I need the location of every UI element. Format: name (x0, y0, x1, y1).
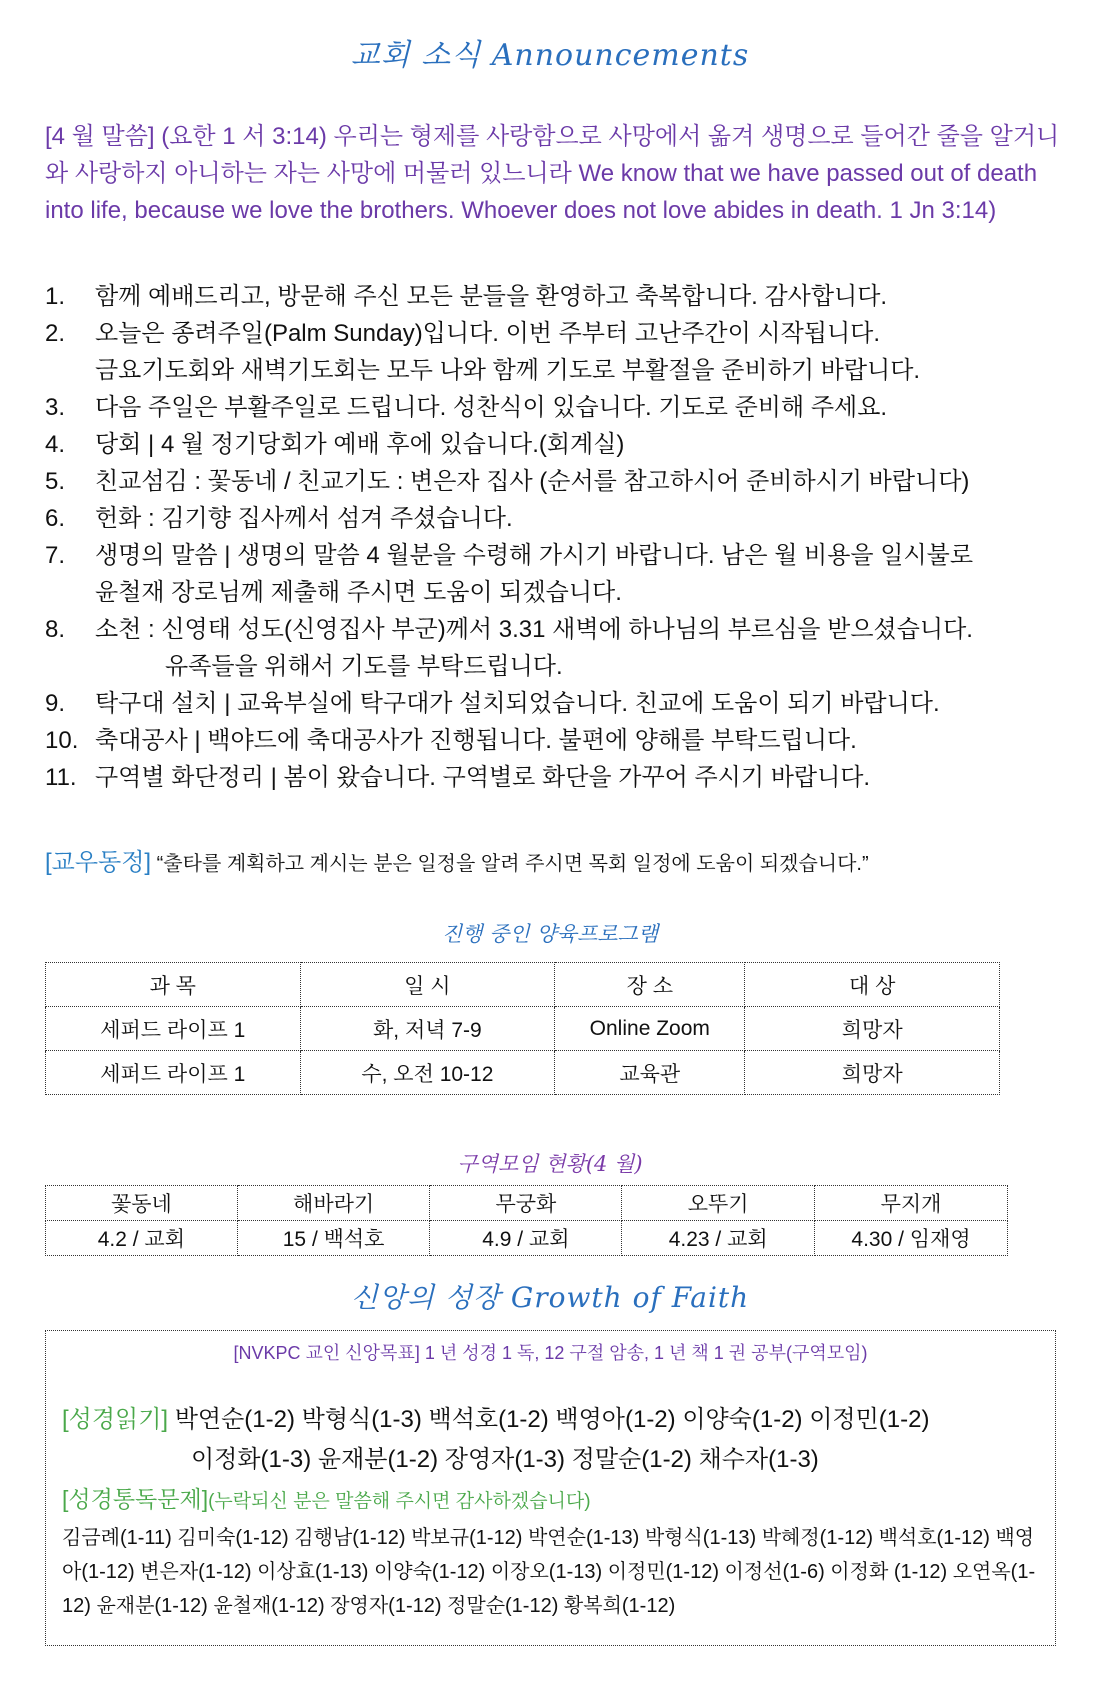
list-item: 4. 당회 | 4 월 정기당회가 예배 후에 있습니다.(회계실) (45, 431, 625, 458)
member-news-text: “출타를 계획하고 계시는 분은 일정을 알려 주시면 목회 일정에 도움이 되겠습니다.” (156, 853, 869, 875)
member-news-tag: [교우동정] (45, 849, 152, 876)
faith-title: 신앙의 성장 Growth of Faith (350, 1281, 750, 1314)
list-item: 8. 소천 : 신영태 성도(신영집사 부군)께서 3.31 새벽에 하나님의 부르심을 받으셨습니다. (45, 616, 973, 643)
program-table (45, 962, 1000, 1095)
list-item: 2. 오늘은 종려주일(Palm Sunday)입니다. 이번 주부터 고난주간이 시작됩니다. (45, 320, 881, 347)
table-header: 무궁화 (430, 1186, 622, 1221)
table-cell: 4.2 / 교회 (46, 1221, 238, 1256)
list-item-continuation: 유족들을 위해서 기도를 부탁드립니다. (165, 653, 563, 680)
table-cell: 수, 오전 10-12 (300, 1051, 555, 1095)
table-header: 해바라기 (237, 1186, 430, 1221)
bible-quiz-tag: [성경통독문제] (62, 1486, 209, 1512)
table-cell: Online Zoom (555, 1007, 745, 1051)
group-meeting-table (45, 1185, 1008, 1256)
table-cell: 희망자 (745, 1007, 1000, 1051)
list-item: 6. 헌화 : 김기향 집사께서 섬겨 주셨습니다. (45, 505, 513, 532)
bible-reading-line-1 (62, 1399, 929, 1434)
program-title: 진행 중인 양육프로그램 (441, 922, 659, 946)
bible-reading-names-1: 박연순(1-2) 박형식(1-3) 백석호(1-2) 백영아(1-2) 이양숙(1-2) 이정민(1-2) (174, 1406, 930, 1433)
list-item-continuation: 금요기도회와 새벽기도회는 모두 나와 함께 기도로 부활절을 준비하기 바랍니다. (95, 357, 921, 384)
list-item: 5. 친교섬김 : 꽃동네 / 친교기도 : 변은자 집사 (순서를 참고하시어 준비하시기 바랍니다) (45, 468, 970, 495)
bible-quiz-names: 김금례(1-11) 김미숙(1-12) 김행남(1-12) 박보규(1-12) 박연순(1-13) 박형식(1-13) 박혜정(1-12) 백석호(1-12) 백영아(1-12) 변은자(1-12) 이상효(1-13) 이양숙(1-12) 이장오(1-13) 이정민(1-12) 이정선(1-6) 이정화 (1-12) 오연옥(1-12) 윤재분(1-12) 윤철재(1-12) 장영자(1-12) 정말순(1-12) 황복희(1-12) (62, 1527, 1036, 1617)
table-cell: 희망자 (745, 1051, 1000, 1095)
table-header: 꽃동네 (46, 1186, 238, 1221)
table-cell: 화, 저녁 7-9 (300, 1007, 555, 1051)
group-meeting-title: 구역모임 현황(4 월) (457, 1152, 643, 1176)
list-item-continuation: 윤철재 장로님께 제출해 주시면 도움이 되겠습니다. (95, 579, 622, 606)
table-cell: 4.30 / 임재영 (815, 1221, 1008, 1256)
table-header: 과 목 (46, 963, 301, 1007)
list-item: 3. 다음 주일은 부활주일로 드립니다. 성찬식이 있습니다. 기도로 준비해 주세요. (45, 394, 888, 421)
bible-quiz-header (62, 1481, 591, 1514)
faith-goal: [NVKPC 교인 신앙목표] 1 년 성경 1 독, 12 구절 암송, 1 년 책 1 권 공부(구역모임) (233, 1343, 868, 1363)
table-cell: 4.9 / 교회 (430, 1221, 622, 1256)
list-item: 7. 생명의 말씀 | 생명의 말씀 4 월분을 수령해 가시기 바랍니다. 남은 월 비용을 일시불로 (45, 542, 974, 569)
table-header: 무지개 (815, 1186, 1008, 1221)
announcement-list (45, 278, 1085, 796)
table-row (46, 1007, 1000, 1051)
table-cell: 세퍼드 라이프 1 (46, 1007, 301, 1051)
monthly-verse: [4 월 말씀] (요한 1 서 3:14) 우리는 형제를 사랑함으로 사망에서 옮겨 생명으로 들어간 줄을 알거니와 사랑하지 아니하는 자는 사망에 머물러 있느니라 We know that we have passed out of death into life, because we love the brothers. Whoever does not love abides in death. 1 Jn 3:14) (45, 123, 1060, 224)
bible-reading-tag: [성경읽기] (62, 1406, 169, 1433)
table-cell: 교육관 (555, 1051, 745, 1095)
table-row (46, 1221, 1008, 1256)
table-header: 장 소 (555, 963, 745, 1007)
table-cell: 세퍼드 라이프 1 (46, 1051, 301, 1095)
list-item: 10. 축대공사 | 백야드에 축대공사가 진행됩니다. 불편에 양해를 부탁드립니다. (45, 727, 857, 754)
bible-quiz-note: (누락되신 분은 말씀해 주시면 감사하겠습니다) (208, 1491, 591, 1512)
table-header: 오뚜기 (622, 1186, 815, 1221)
table-header: 일 시 (300, 963, 555, 1007)
bible-reading-names-2: 이정화(1-3) 윤재분(1-2) 장영자(1-3) 정말순(1-2) 채수자(1-3) (191, 1446, 819, 1473)
table-cell: 4.23 / 교회 (622, 1221, 815, 1256)
table-header-row (46, 1186, 1008, 1221)
table-header-row (46, 963, 1000, 1007)
member-news (45, 846, 1085, 881)
faith-box (45, 1330, 1056, 1646)
page-title: 교회 소식 Announcements (350, 38, 750, 73)
table-cell: 15 / 백석호 (237, 1221, 430, 1256)
table-header: 대 상 (745, 963, 1000, 1007)
list-item: 9. 탁구대 설치 | 교육부실에 탁구대가 설치되었습니다. 친교에 도움이 되기 바랍니다. (45, 690, 940, 717)
list-item: 11. 구역별 화단정리 | 봄이 왔습니다. 구역별로 화단을 가꾸어 주시기 바랍니다. (45, 764, 871, 791)
table-row (46, 1051, 1000, 1095)
list-item: 1. 함께 예배드리고, 방문해 주신 모든 분들을 환영하고 축복합니다. 감사합니다. (45, 283, 888, 310)
